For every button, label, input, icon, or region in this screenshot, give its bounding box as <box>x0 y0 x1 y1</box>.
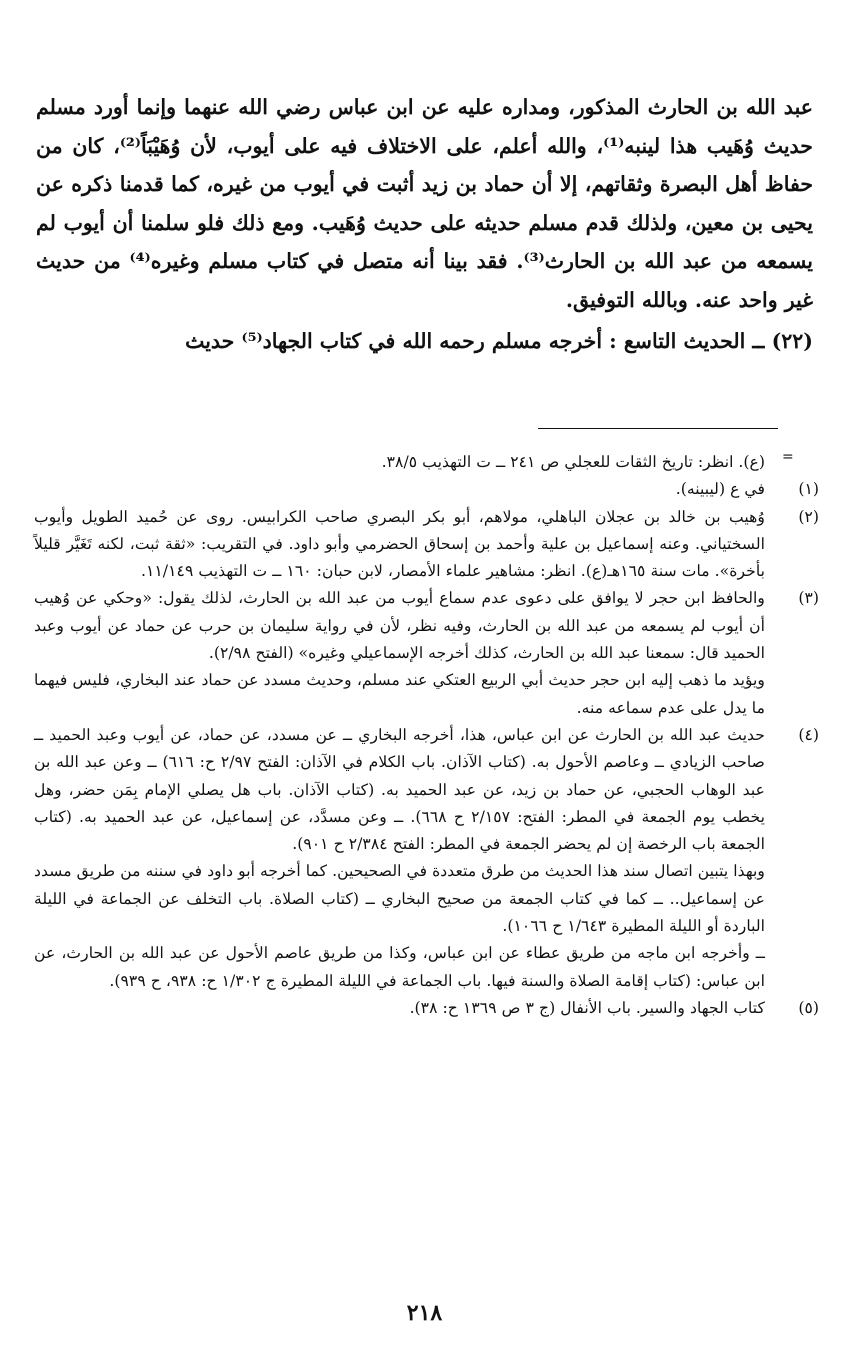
footnote-4 <box>34 721 819 994</box>
footnote-number: (٥) <box>798 997 819 1017</box>
hadith-number: (٢٢) <box>771 328 813 353</box>
footnote-text: وُهيب بن خالد بن عجلان الباهلي، مولاهم، أبو بكر البصري صاحب الكرابيس. روى عن حُميد الطويل وأيوب السختياني. وعنه إسماعيل بن علية وأحمد بن إسحاق الحضرمي وأبو داود. في التقريب: «ثقة ثبت، لكنه تَغَيَّر قليلاً بأخرة». مات سنة ١٦٥هـ(ع). انظر: مشاهير علماء الأمصار، لابن حبان: ١٦٠ ــ ت التهذيب ١١/١٤٩. <box>34 506 765 581</box>
footnote-3 <box>34 584 819 720</box>
hadith-text: : أخرجه مسلم رحمه الله في كتاب الجهاد⁽⁵⁾ حديث <box>185 328 617 353</box>
footnote-text: في ع (ليبينه). <box>675 479 765 499</box>
footnote-text: (ع). انظر: تاريخ الثقات للعجلي ص ٢٤١ ــ ت التهذيب ٣٨/٥. <box>381 452 765 471</box>
footnote-number: (١) <box>798 479 819 499</box>
main-text <box>36 88 813 360</box>
footnote-2 <box>34 503 819 585</box>
footnote-text: كتاب الجهاد والسير. باب الأنفال (ج ٣ ص ١٣٦٩ ح: ٣٨). <box>409 997 765 1017</box>
footnote-continued <box>34 448 819 475</box>
hadith-label: الحديث التاسع <box>623 328 746 353</box>
footnote-number: (٤) <box>798 724 819 744</box>
hadith-dash: ــ <box>752 328 765 353</box>
hadith-heading-line <box>36 322 813 361</box>
footnote-1 <box>34 475 819 502</box>
footnote-text: وبهذا يتبين اتصال سند هذا الحديث من طرق متعددة في الصحيحين. كما أخرجه أبو داود في سننه من طريق مسدد عن إسماعيل.. ــ كما في كتاب الجمعة من صحيح البخاري ــ (كتاب الصلاة. باب التخلف عن الجماعة في الليلة الباردة أو الليلة المطيرة ١/٦٤٣ ح ١٠٦٦). <box>34 861 765 936</box>
footnote-separator <box>538 428 778 429</box>
footnote-5 <box>34 994 819 1021</box>
continuation-mark: = <box>782 449 794 465</box>
footnote-text: ويؤيد ما ذهب إليه ابن حجر حديث أبي الربيع العتكي عند مسلم، وحديث مسدد عن حماد عند البخاري، فليس فيهما ما يدل على عدم سماعه منه. <box>34 670 765 717</box>
footnote-text: والحافظ ابن حجر لا يوافق على دعوى عدم سماع أيوب من عبد الله بن الحارث، لذلك يقول: «وحكي عن وُهيب أن أيوب لم يسمعه من عبد الله بن الحارث، وفيه نظر، لأن في رواية سليمان بن حرب عن حماد عن أيوب وعبد الحميد قال: سمعنا عبد الله بن الحارث، كذلك أخرجه الإسماعيلي وغيره» (الفتح ٢/٩٨). <box>34 588 765 663</box>
main-paragraph: عبد الله بن الحارث المذكور، ومداره عليه عن ابن عباس رضي الله عنهما وإنما أورد مسلم حديث وُهَيب هذا لينبه⁽¹⁾، والله أعلم، على الاختلاف فيه على أيوب، لأن وُهَيْبَاً⁽²⁾، كان من حفاظ أهل البصرة وثقاتهم، إلا أن حماد بن زيد أثبت في أيوب من غيره، كما قدمنا ذكره عن يحيى بن معين، ولذلك قدم مسلم حديثه على حديث وُهَيب. ومع ذلك فلو سلمنا أن أيوب لم يسمعه من عبد الله بن الحارث⁽³⁾. فقد بينا أنه متصل في كتاب مسلم وغيره⁽⁴⁾ من حديث غير واحد عنه. وبالله التوفيق. <box>36 95 814 312</box>
footnote-text: ــ وأخرجه ابن ماجه من طريق عطاء عن ابن عباس، وكذا من طريق عاصم الأحول عن عبد الله بن الحارث، عن ابن عباس: (كتاب إقامة الصلاة والسنة فيها. باب الجماعة في الليلة المطيرة ج ١/٣٠٢ ح: ٩٣٨، ح ٩٣٩). <box>34 943 765 990</box>
footnote-text: حديث عبد الله بن الحارث عن ابن عباس، هذا، أخرجه البخاري ــ عن مسدد، عن حماد، عن أيوب وعبد الحميد ــ صاحب الزيادي ــ وعاصم الأحول به. (كتاب الآذان. باب الكلام في الآذان: الفتح ٢/٩٧ ح: ٦١٦) ــ وعن عبد الله بن عبد الوهاب الحجبي، عن حماد بن زيد، عن عبد الحميد به. (كتاب الآذان. باب هل يصلي الإمام بِمَن حضر، وهل يخطب يوم الجمعة في المطر: الفتح: ٢/١٥٧ ح ٦٦٨). ــ وعن مسدَّد، عن إسماعيل، عن عبد الحميد به. (كتاب الجمعة باب الرخصة إن لم يحضر الجمعة في المطر: الفتح ٢/٣٨٤ ح ٩٠١). <box>34 724 766 854</box>
footnote-number: (٣) <box>798 588 819 608</box>
page-number: ٢١٨ <box>406 1300 443 1326</box>
footnotes <box>34 448 819 1021</box>
footnote-number: (٢) <box>798 506 819 526</box>
